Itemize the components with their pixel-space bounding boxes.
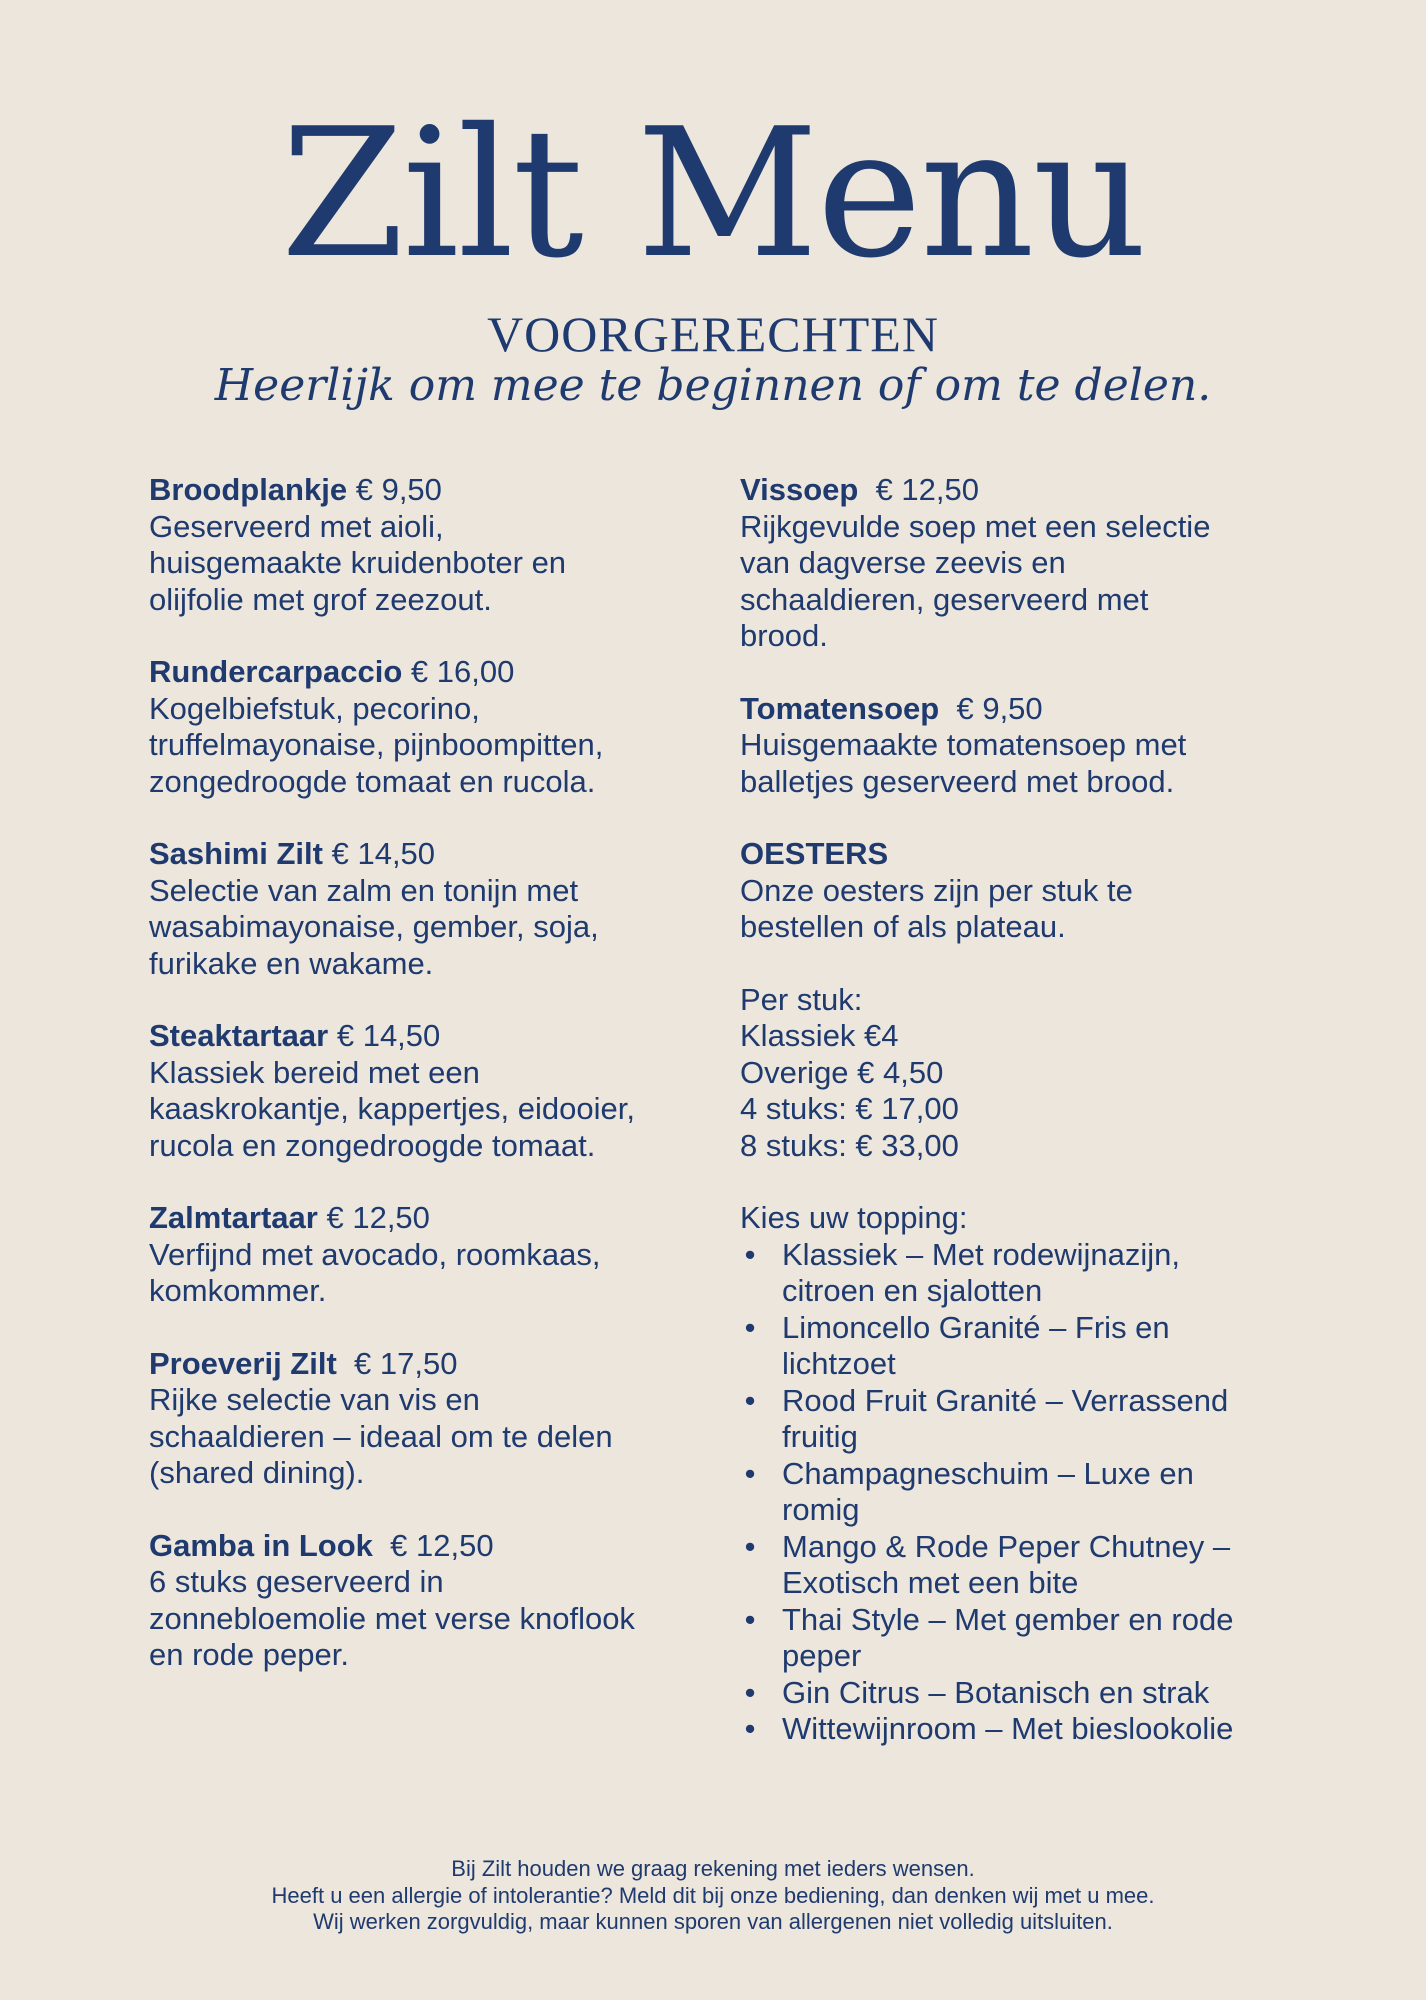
item-name: Vissoep — [740, 472, 859, 507]
left-column — [149, 472, 709, 1710]
topping-item — [740, 1237, 1300, 1310]
item-description — [149, 691, 709, 801]
description-line: en rode peper. — [149, 1637, 349, 1672]
topping-line: Thai Style – Met gember en rode — [782, 1601, 1234, 1637]
topping-line: fruitig — [782, 1419, 858, 1454]
description-line: komkommer. — [149, 1273, 327, 1308]
topping-item — [740, 1529, 1300, 1602]
item-name: Broodplankje — [149, 472, 348, 507]
topping-section — [740, 1200, 1300, 1748]
description-line: brood. — [740, 618, 828, 653]
oysters-heading: OESTERS — [740, 836, 889, 871]
description-line: huisgemaakte kruidenboter en — [149, 545, 567, 580]
bullet-icon: • — [744, 1601, 756, 1637]
topping-line: Rood Fruit Granité – Verrassend — [782, 1382, 1229, 1418]
topping-list — [740, 1237, 1300, 1748]
topping-item — [740, 1675, 1300, 1712]
description-line: zongedroogde tomaat en rucola. — [149, 763, 596, 799]
item-description — [740, 509, 1300, 655]
menu-item — [740, 691, 1300, 801]
bullet-icon: • — [744, 1382, 756, 1418]
description-line: van dagverse zeevis en — [740, 545, 1066, 580]
menu-item — [740, 472, 1300, 655]
bullet-icon: • — [744, 1711, 756, 1746]
price-line: Klassiek €4 — [740, 1018, 899, 1053]
oysters-intro-line: bestellen of als plateau. — [740, 909, 1066, 944]
oysters-section — [740, 836, 1300, 946]
item-price: € 12,50 — [875, 472, 979, 507]
description-line: furikake en wakame. — [149, 945, 434, 981]
topping-line: Exotisch met een bite — [782, 1565, 1079, 1600]
description-line: Kogelbiefstuk, pecorino, — [149, 690, 480, 726]
description-line: Rijkgevulde soep met een selectie — [740, 508, 1211, 544]
topping-item — [740, 1456, 1300, 1529]
topping-line: Limoncello Granité – Fris en — [782, 1309, 1170, 1345]
topping-line: romig — [782, 1492, 860, 1527]
description-line: Selectie van zalm en tonijn met — [149, 872, 579, 908]
footer-line: Wij werken zorgvuldig, maar kunnen sporen van allergenen niet volledig uitsluiten. — [313, 1909, 1113, 1934]
oysters-intro-line: Onze oesters zijn per stuk te — [740, 872, 1133, 908]
bullet-icon: • — [744, 1309, 756, 1345]
description-line: wasabimayonaise, gember, soja, — [149, 909, 599, 944]
menu-item — [149, 1200, 709, 1310]
menu-item — [149, 836, 709, 982]
menu-item — [149, 1018, 709, 1164]
description-line: Geserveerd met aioli, — [149, 508, 444, 544]
topping-item — [740, 1602, 1300, 1675]
topping-line: Klassiek – Met rodewijnazijn, — [782, 1236, 1181, 1272]
item-price: € 17,50 — [354, 1345, 458, 1381]
topping-item — [740, 1383, 1300, 1456]
topping-line: Wittewijnroom – Met bieslookolie — [782, 1711, 1234, 1746]
menu-item — [149, 1346, 709, 1492]
right-column — [740, 472, 1300, 1748]
description-line: schaaldieren, geserveerd met — [740, 581, 1149, 617]
price-line: Per stuk: — [740, 981, 863, 1017]
item-description — [149, 509, 709, 619]
item-description — [149, 1564, 709, 1674]
topping-line: lichtzoet — [782, 1346, 896, 1381]
description-line: Verfijnd met avocado, roomkaas, — [149, 1236, 601, 1272]
topping-item — [740, 1310, 1300, 1383]
footer-line: Heeft u een allergie of intolerantie? Meld dit bij onze bediening, dan denken wij met u mee. — [271, 1882, 1155, 1908]
item-name: Steaktartaar — [149, 1018, 329, 1053]
description-line: schaaldieren – ideaal om te delen — [149, 1418, 613, 1454]
description-line: rucola en zongedroogde tomaat. — [149, 1127, 596, 1163]
item-name: Sashimi Zilt — [149, 836, 323, 871]
topping-line: Champagneschuim – Luxe en — [782, 1455, 1194, 1491]
description-line: zonnebloemolie met verse knoflook — [149, 1600, 635, 1636]
item-price: € 14,50 — [336, 1018, 441, 1053]
item-price: € 9,50 — [956, 690, 1043, 726]
item-price: € 14,50 — [331, 836, 436, 871]
description-line: balletjes geserveerd met brood. — [740, 763, 1175, 799]
description-line: (shared dining). — [149, 1455, 365, 1490]
allergy-footer — [0, 1856, 1426, 1936]
description-line: olijfolie met grof zeezout. — [149, 581, 492, 617]
item-price: € 16,00 — [410, 654, 515, 689]
price-line: 8 stuks: € 33,00 — [740, 1127, 959, 1163]
bullet-icon: • — [744, 1455, 756, 1491]
item-name: Rundercarpaccio — [149, 654, 403, 689]
item-price: € 9,50 — [355, 472, 442, 507]
description-line: Huisgemaakte tomatensoep met — [740, 727, 1187, 762]
menu-item — [149, 1528, 709, 1674]
description-line: truffelmayonaise, pijnboompitten, — [149, 727, 604, 762]
topping-line: citroen en sjalotten — [782, 1273, 1043, 1308]
topping-item — [740, 1711, 1300, 1748]
price-line: Overige € 4,50 — [740, 1054, 944, 1090]
footer-line: Bij Zilt houden we graag rekening met ieders wensen. — [451, 1856, 975, 1881]
price-line: 4 stuks: € 17,00 — [740, 1091, 959, 1126]
section-heading: VOORGERECHTEN — [487, 306, 939, 362]
item-name: Zalmtartaar — [149, 1200, 318, 1235]
item-name: Gamba in Look — [149, 1527, 373, 1563]
item-description — [149, 1382, 709, 1492]
section-tagline: Heerlijk om mee te beginnen of om te delen. — [214, 360, 1212, 411]
description-line: Klassiek bereid met een — [149, 1054, 480, 1090]
bullet-icon: • — [744, 1528, 756, 1564]
oysters-prices — [740, 982, 1300, 1165]
bullet-icon: • — [744, 1236, 756, 1272]
item-description — [149, 873, 709, 983]
topping-line: Mango & Rode Peper Chutney – — [782, 1528, 1231, 1564]
bullet-icon: • — [744, 1674, 756, 1710]
item-description — [149, 1237, 709, 1310]
topping-heading: Kies uw topping: — [740, 1200, 968, 1235]
item-description — [149, 1055, 709, 1165]
menu-item — [149, 472, 709, 618]
item-description — [740, 727, 1300, 800]
menu-item — [149, 654, 709, 800]
topping-line: peper — [782, 1638, 862, 1673]
item-name: Proeverij Zilt — [149, 1345, 337, 1381]
menu-title: Zilt Menu — [280, 90, 1146, 297]
item-price: € 12,50 — [326, 1200, 430, 1235]
description-line: 6 stuks geserveerd in — [149, 1564, 444, 1599]
description-line: Rijke selectie van vis en — [149, 1382, 480, 1417]
item-price: € 12,50 — [390, 1527, 494, 1563]
description-line: kaaskrokantje, kappertjes, eidooier, — [149, 1091, 635, 1126]
topping-line: Gin Citrus – Botanisch en strak — [782, 1674, 1210, 1710]
item-name: Tomatensoep — [740, 690, 940, 726]
